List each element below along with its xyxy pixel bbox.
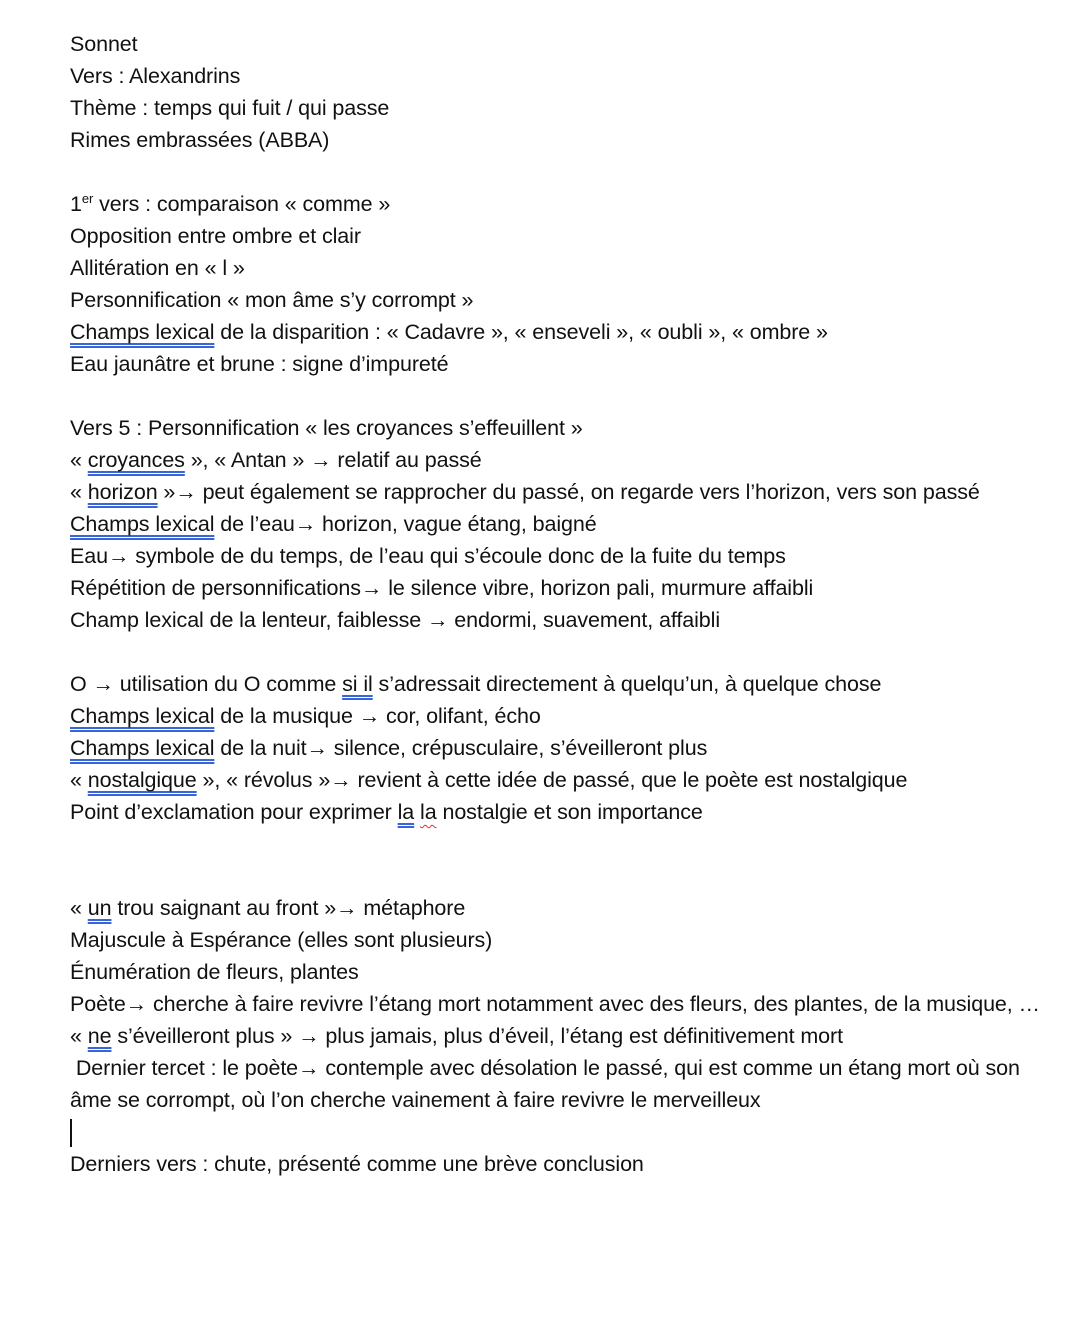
text-cursor xyxy=(70,1119,72,1147)
paragraph-line[interactable] xyxy=(70,316,1060,348)
empty-line[interactable] xyxy=(70,860,1060,892)
text-run: Rimes embrassées (ABBA) xyxy=(70,128,330,152)
text-run: « xyxy=(70,768,88,792)
paragraph-line[interactable] xyxy=(70,284,1060,316)
paragraph-line[interactable] xyxy=(70,956,1060,988)
text-run: Point d’exclamation pour exprimer xyxy=(70,800,398,824)
text-run: », « révolus »→ revient à cette idée de passé, que le poète est nostalgique xyxy=(196,768,908,792)
grammar-flagged-text[interactable]: nostalgique xyxy=(87,768,197,792)
document-body[interactable] xyxy=(70,28,1060,1180)
text-run: Répétition de personnifications→ le silence vibre, horizon pali, murmure affaibli xyxy=(70,576,814,600)
paragraph-line[interactable] xyxy=(70,348,1060,380)
paragraph-line[interactable] xyxy=(70,252,1060,284)
text-run: Vers 5 : Personnification « les croyances s’effeuillent » xyxy=(70,416,583,440)
text-run: Dernier tercet : le poète→ contemple avec désolation le passé, qui est comme un étang mort où son âme se corrompt, où l’on cherche vainement à faire revivre le merveilleux xyxy=(70,1056,1026,1112)
paragraph-line[interactable] xyxy=(70,1148,1060,1180)
paragraph-line[interactable] xyxy=(70,92,1060,124)
text-run: de la nuit→ silence, crépusculaire, s’éveilleront plus xyxy=(214,736,708,760)
paragraph-line[interactable] xyxy=(70,732,1060,764)
text-run: Eau jaunâtre et brune : signe d’impureté xyxy=(70,352,449,376)
empty-line[interactable] xyxy=(70,828,1060,860)
text-run: trou saignant au front »→ métaphore xyxy=(111,896,466,920)
paragraph-line[interactable] xyxy=(70,220,1060,252)
text-run: nostalgie et son importance xyxy=(436,800,703,824)
text-run: « xyxy=(70,896,88,920)
grammar-flagged-text[interactable]: Champs lexical xyxy=(70,320,215,344)
paragraph-line[interactable] xyxy=(70,540,1060,572)
paragraph-line[interactable] xyxy=(70,124,1060,156)
grammar-flagged-text[interactable]: Champs lexical xyxy=(70,736,215,760)
paragraph-line[interactable] xyxy=(70,988,1060,1020)
paragraph-line[interactable] xyxy=(70,764,1060,796)
empty-line[interactable] xyxy=(70,380,1060,412)
grammar-flagged-text[interactable]: croyances xyxy=(87,448,185,472)
paragraph-line[interactable] xyxy=(70,604,1060,636)
text-run: Derniers vers : chute, présenté comme une brève conclusion xyxy=(70,1152,644,1176)
paragraph-line[interactable] xyxy=(70,1020,1060,1052)
text-run: Allitération en « l » xyxy=(70,256,245,280)
text-run: vers : comparaison « comme » xyxy=(93,192,391,216)
text-run: « xyxy=(70,480,88,504)
grammar-flagged-text[interactable]: Champs lexical xyxy=(70,512,215,536)
paragraph-line[interactable] xyxy=(70,892,1060,924)
text-run: Thème : temps qui fuit / qui passe xyxy=(70,96,390,120)
text-run: « xyxy=(70,448,88,472)
text-run: s’adressait directement à quelqu’un, à quelque chose xyxy=(372,672,882,696)
paragraph-line[interactable] xyxy=(70,1052,1060,1116)
paragraph-line[interactable] xyxy=(70,508,1060,540)
text-run: O → utilisation du O comme xyxy=(70,672,343,696)
paragraph-line[interactable] xyxy=(70,796,1060,828)
text-run: Personnification « mon âme s’y corrompt » xyxy=(70,288,474,312)
grammar-flagged-text[interactable]: ne xyxy=(87,1024,112,1048)
paragraph-line[interactable] xyxy=(70,28,1060,60)
paragraph-line[interactable] xyxy=(70,60,1060,92)
text-run: de la disparition : « Cadavre », « enseveli », « oubli », « ombre » xyxy=(214,320,828,344)
text-run: de l’eau→ horizon, vague étang, baigné xyxy=(214,512,597,536)
text-run: Eau→ symbole de du temps, de l’eau qui s’écoule donc de la fuite du temps xyxy=(70,544,786,568)
paragraph-line[interactable] xyxy=(70,572,1060,604)
paragraph-line[interactable] xyxy=(70,924,1060,956)
text-run: Poète→ cherche à faire revivre l’étang mort notamment avec des fleurs, des plantes, de la musique, … xyxy=(70,992,1040,1016)
spelling-flagged-text[interactable]: la xyxy=(420,800,437,824)
paragraph-line[interactable] xyxy=(70,444,1060,476)
paragraph-line[interactable] xyxy=(70,1116,1060,1148)
text-run: Opposition entre ombre et clair xyxy=(70,224,361,248)
grammar-flagged-text[interactable]: la xyxy=(397,800,415,824)
text-run: Sonnet xyxy=(70,32,138,56)
superscript-text: er xyxy=(81,191,94,206)
text-run: Énumération de fleurs, plantes xyxy=(70,960,359,984)
text-run: 1 xyxy=(70,192,82,216)
text-run: Majuscule à Espérance (elles sont plusieurs) xyxy=(70,928,493,952)
text-run: de la musique → cor, olifant, écho xyxy=(214,704,541,728)
grammar-flagged-text[interactable]: un xyxy=(87,896,112,920)
text-run: s’éveilleront plus » → plus jamais, plus d’éveil, l’étang est définitivement mort xyxy=(111,1024,843,1048)
paragraph-line[interactable] xyxy=(70,476,1060,508)
paragraph-line[interactable] xyxy=(70,412,1060,444)
paragraph-line[interactable] xyxy=(70,188,1060,220)
empty-line[interactable] xyxy=(70,156,1060,188)
text-run: », « Antan » → relatif au passé xyxy=(184,448,482,472)
text-run: « xyxy=(70,1024,88,1048)
grammar-flagged-text[interactable]: Champs lexical xyxy=(70,704,215,728)
grammar-flagged-text[interactable]: si il xyxy=(342,672,373,696)
text-run: Vers : Alexandrins xyxy=(70,64,241,88)
empty-line[interactable] xyxy=(70,636,1060,668)
paragraph-line[interactable] xyxy=(70,700,1060,732)
text-run: »→ peut également se rapprocher du passé, on regarde vers l’horizon, vers son passé xyxy=(157,480,980,504)
grammar-flagged-text[interactable]: horizon xyxy=(87,480,158,504)
text-run: Champ lexical de la lenteur, faiblesse → endormi, suavement, affaibli xyxy=(70,608,720,632)
paragraph-line[interactable] xyxy=(70,668,1060,700)
